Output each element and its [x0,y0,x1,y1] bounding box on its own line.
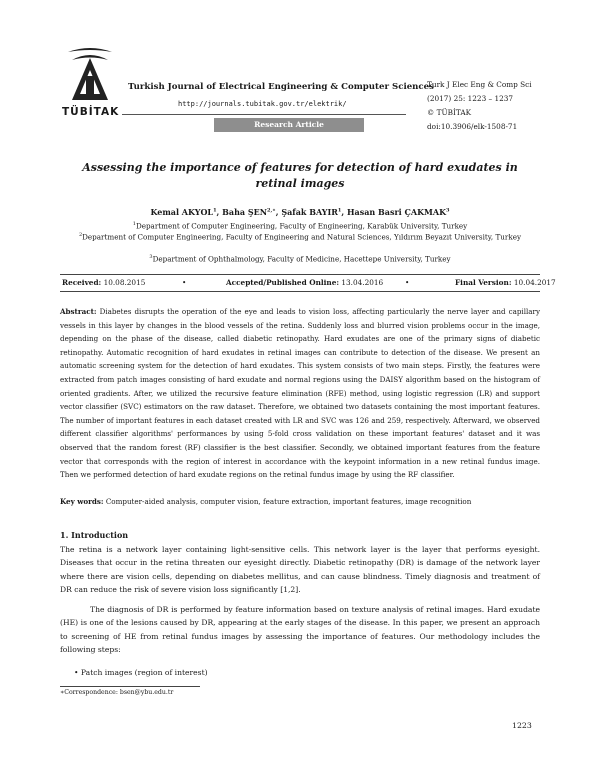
affiliation-text: Department of Computer Engineering, Faculty of Engineering, Karabük University, Turkey [135,221,468,231]
dates-bottom-rule [60,291,540,292]
footnote-rule [60,686,200,687]
paragraph: The retina is a network layer containing light-sensitive cells. This network layer is the layer that performs eyesight. Diseases that occur in the retina threaten our eyesight directly. Diabetic retinopathy (DR) is damage of the network layer where there are vision cells, depending on diabetes mellitus, and can cause blindness. Timely diagnosis and treatment of DR can reduce the risk of severe vision loss significantly [1,2]. [60,545,540,594]
citation-block [427,78,532,134]
author-sup: 1 [337,207,342,214]
citation-line: (2017) 25: 1223 – 1237 [427,94,514,103]
final-label: Final Version: [455,278,512,287]
date-separator: • [405,278,410,287]
logo-text: TÜBİTAK [62,106,120,118]
date-separator: • [182,278,187,287]
keywords-label: Key words: [60,497,104,506]
received-date: 10.08.2015 [103,278,146,287]
affiliation [62,230,538,242]
citation-line: Turk J Elec Eng & Comp Sci [427,80,532,89]
affiliation-sup: 1 [132,221,136,227]
author-sup: 3 [446,207,450,214]
author-name: Hasan Basri ÇAKMAK [346,207,447,217]
author-sup: 2,∗ [267,207,276,214]
page-number: 1223 [512,721,532,730]
keywords [60,497,540,506]
abstract-text: Diabetes disrupts the operation of the eye and leads to vision loss, affecting particularly the nerve layer and capillary vessels in this layer by changes in the blood vessels of the retina. Suddenly loss and blurred vision problems occur in the image, depending on the phase of the disease, called diabetic retinopathy. Hard exudates are one of the primary signs of diabetic retinopathy. Automatic recognition of hard exudates in retinal images can contribute to detection of the disease. We present an automatic screening system for the detection of hard exudates. This system consists of two main steps. Firstly, the features were extracted from patch images consisting of hard exudate and normal regions using the DAISY algorithm based on the histogram of oriented gradients. After, we utilized the recursive feature elimination (RFE) method, using logistic regression (LR) and support vector classifier (SVC) estimators on the raw dataset. Therefore, we obtained two datasets containing the most important features. The number of important features in each dataset created with LR and SVC was 126 and 259, respectively. Afterward, we observed different classifier algorithms' performances by using 5-fold cross validation on these important features' dataset and it was observed that the random forest (RF) classifier is the best classifier. Secondly, we obtained important features from the feature vector that corresponds with the region of interest in accordance with the keypoint information in a new retinal fundus image. Then we performed detection of hard exudate regions on the retinal fundus image by using the RF classifier. [60,307,540,480]
citation-doi[interactable]: doi:10.3906/elk-1508-71 [427,122,518,131]
abstract-label: Abstract: [60,307,97,316]
abstract [60,305,540,482]
accepted-label: Accepted/Published Online: [226,278,340,287]
journal-url[interactable]: http://journals.tubitak.gov.tr/elektrik/ [178,100,347,108]
affiliation-sup: 3 [149,254,153,260]
author-list: Kemal AKYOL$^1$, Baha $ŞEN^{2,∗}$, Şafak BAYIR$^1$, Hasan Basri ÇAKMAK$^3$ [150,207,450,217]
final-date: 10.04.2017 [513,278,556,287]
author-name: Baha ŞEN [222,207,268,217]
affiliation [62,252,538,264]
bullet-item: • Patch images (region of interest) [74,668,208,677]
received-label: Received: [62,278,102,287]
header-divider [122,114,406,115]
affiliation-text: Department of Ophthalmology, Faculty of Medicine, Hacettepe University, Turkey [152,254,451,264]
author-name: Kemal AKYOL [150,207,214,217]
keywords-text: Computer-aided analysis, computer vision, feature extraction, important features, image recognition [105,497,472,506]
correspondence-footnote: ∗Correspondence: bsen@ybu.edu.tr [60,689,174,696]
tubitak-logo [60,42,120,132]
journal-name: Turkish Journal of Electrical Engineering & Computer Sciences [128,82,434,92]
paragraph: The diagnosis of DR is performed by feature information based on texture analysis of retinal images. Hard exudate (HE) is one of the lesions caused by DR, appearing at the early stages of the disease. In this paper, we present an approach to screening of HE from retinal fundus images by assessing the importance of features. Our methodology includes the following steps: [60,605,540,654]
author-name: Şafak BAYIR [281,207,338,217]
paper-title: Assessing the importance of features for detection of hard exudates in retinal images [82,161,518,190]
accepted-date: 13.04.2016 [341,278,384,287]
article-type-badge: Research Article [214,118,364,132]
dates-top-rule [60,274,540,275]
author-sup: 1 [213,207,217,214]
citation-line: © TÜBİTAK [427,108,472,117]
bullet-text: Patch images (region of interest) [80,668,208,677]
affiliation-text: Department of Computer Engineering, Faculty of Engineering and Natural Sciences, Yıldırım Beyazıt University, Turkey [82,232,522,242]
affiliation-sup: 2 [78,232,83,238]
section-heading: 1. Introduction [60,530,129,540]
